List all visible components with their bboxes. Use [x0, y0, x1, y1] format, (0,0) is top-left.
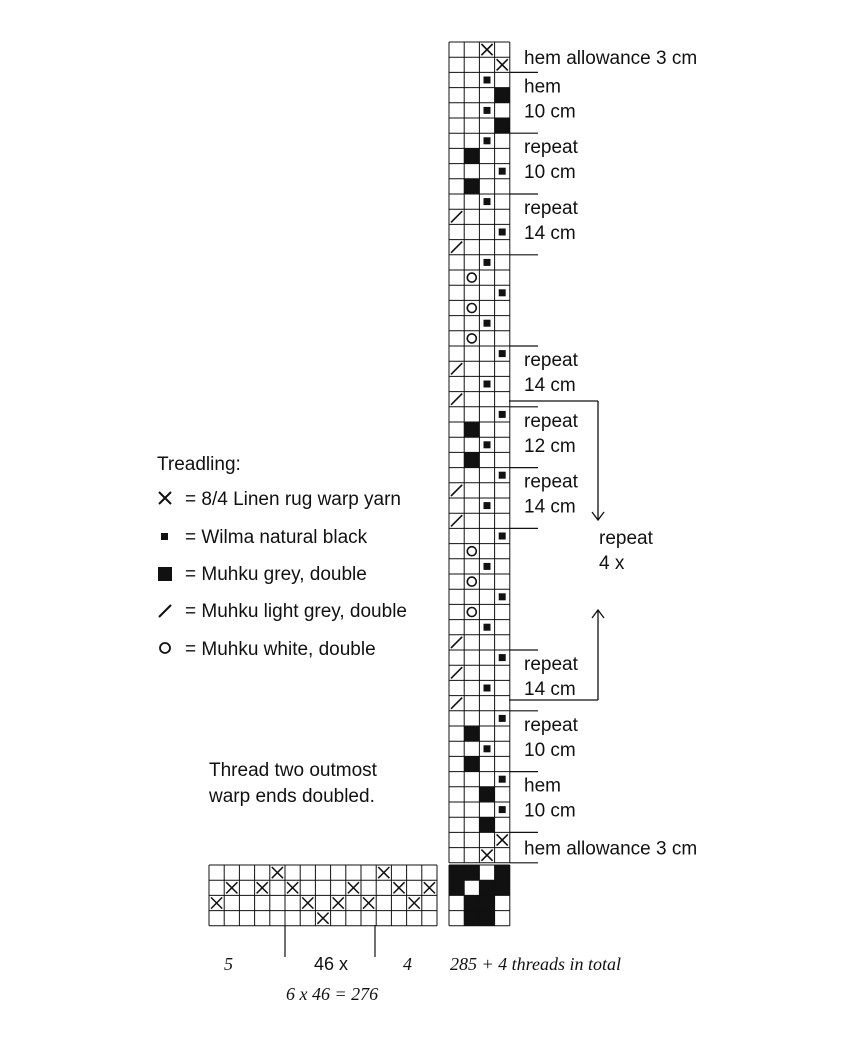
section-label: repeat: [524, 471, 578, 493]
cross-mark: [481, 44, 492, 55]
legend-item-grey: [158, 564, 367, 585]
tieup-filled-cell: [449, 865, 464, 880]
filled-square-icon: [158, 567, 172, 581]
section-label: repeat: [524, 714, 578, 736]
section-label: hem allowance 3 cm: [524, 48, 698, 70]
small-square-mark: [484, 381, 491, 388]
filled-square-mark: [464, 148, 479, 163]
section-label: repeat: [524, 137, 578, 159]
section-label: 10 cm: [524, 800, 576, 822]
cross-icon: [159, 492, 171, 504]
repeat-count: 4 x: [599, 553, 625, 574]
repeat-label: repeat: [599, 528, 653, 549]
section-label: 14 cm: [524, 375, 576, 396]
threading-calc: 6 x 46 = 276: [286, 984, 379, 1004]
circle-mark: [467, 608, 476, 617]
small-square-mark: [484, 745, 491, 752]
section-label: 14 cm: [524, 223, 576, 244]
threading-cross: [409, 897, 420, 908]
slash-mark: [451, 485, 462, 496]
small-square-mark: [499, 715, 506, 722]
section-label: hem: [524, 775, 561, 797]
small-square-mark: [484, 107, 491, 114]
tieup-filled-cell: [464, 911, 479, 926]
section-label: 10 cm: [524, 101, 576, 123]
circle-mark: [467, 273, 476, 282]
slash-mark: [451, 394, 462, 405]
legend-item-white: [160, 639, 376, 660]
legend-text-white: = Muhku white, double: [185, 639, 376, 660]
threading-right-count: 4: [403, 954, 412, 974]
threading-cross: [317, 913, 328, 924]
slash-icon: [159, 605, 171, 617]
tieup-grid: [449, 865, 510, 926]
section-label: 10 cm: [524, 739, 576, 761]
threading-cross: [272, 867, 283, 878]
tieup-filled-cell: [479, 880, 494, 895]
filled-square-mark: [464, 726, 479, 741]
circle-mark: [467, 334, 476, 343]
threading-cross: [287, 882, 298, 893]
slash-mark: [451, 698, 462, 709]
tieup-filled-cell: [449, 880, 464, 895]
filled-square-mark: [495, 118, 510, 133]
legend-item-lightgrey: [159, 601, 407, 622]
section-label: repeat: [524, 198, 578, 219]
threading-grid: [209, 865, 437, 926]
filled-square-mark: [464, 179, 479, 194]
small-square-mark: [499, 472, 506, 479]
small-square-mark: [484, 320, 491, 327]
threading-cross: [257, 882, 268, 893]
threading-cross: [302, 897, 313, 908]
tieup-filled-cell: [479, 895, 494, 910]
small-square-mark: [499, 776, 506, 783]
slash-mark: [451, 637, 462, 648]
note-line-1: Thread two outmost: [209, 760, 377, 781]
legend-item-linen: [159, 489, 401, 510]
threading-cross: [211, 897, 222, 908]
section-label: 14 cm: [524, 679, 576, 700]
threading-cross: [226, 882, 237, 893]
threading-left-count: 5: [224, 954, 233, 974]
small-square-mark: [484, 502, 491, 509]
slash-mark: [451, 515, 462, 526]
small-square-mark: [499, 533, 506, 540]
threading-repeat-count: 46 x: [314, 954, 349, 974]
circle-mark: [467, 547, 476, 556]
section-label: hem allowance 3 cm: [524, 838, 698, 860]
legend-text-linen: = 8/4 Linen rug warp yarn: [185, 489, 401, 510]
slash-mark: [451, 667, 462, 678]
slash-mark: [451, 242, 462, 253]
filled-square-mark: [479, 817, 494, 832]
small-square-mark: [499, 654, 506, 661]
filled-square-mark: [464, 422, 479, 437]
small-square-mark: [484, 624, 491, 631]
section-label: 10 cm: [524, 162, 576, 184]
tieup-filled-cell: [464, 865, 479, 880]
section-label: repeat: [524, 410, 578, 432]
small-square-mark: [499, 411, 506, 418]
legend-text-grey: = Muhku grey, double: [185, 564, 367, 585]
slash-mark: [451, 211, 462, 222]
threading-cross: [424, 882, 435, 893]
legend-item-wilma: [161, 527, 368, 548]
threading-cross: [348, 882, 359, 893]
small-square-mark: [499, 593, 506, 600]
small-square-mark: [484, 259, 491, 266]
threading-cross: [393, 882, 404, 893]
threading-note: [208, 760, 378, 807]
small-square-mark: [484, 563, 491, 570]
section-label: repeat: [524, 350, 578, 371]
tieup-filled-cell: [495, 880, 510, 895]
small-square-mark: [484, 441, 491, 448]
circle-icon: [160, 643, 170, 653]
small-square-mark: [484, 198, 491, 205]
threading-cross: [378, 867, 389, 878]
section-label: 12 cm: [524, 435, 576, 457]
small-square-mark: [499, 229, 506, 236]
cross-mark: [481, 850, 492, 861]
filled-square-mark: [479, 787, 494, 802]
small-square-mark: [499, 289, 506, 296]
threading-total: 285 + 4 threads in total: [450, 954, 621, 974]
section-labels: [510, 48, 697, 863]
tieup-filled-cell: [464, 895, 479, 910]
section-label: repeat: [524, 654, 578, 675]
threading-annotations: [224, 925, 621, 1004]
tieup-filled-cell: [479, 911, 494, 926]
legend-title: Treadling:: [157, 454, 241, 475]
filled-square-mark: [495, 88, 510, 103]
note-line-2: warp ends doubled.: [209, 786, 375, 807]
small-square-mark: [484, 77, 491, 84]
legend-text-lightgrey: = Muhku light grey, double: [185, 601, 407, 622]
section-label: hem: [524, 76, 561, 98]
threading-cross: [333, 897, 344, 908]
filled-square-mark: [464, 452, 479, 467]
legend: [157, 454, 407, 660]
threading-cross: [363, 897, 374, 908]
cross-mark: [497, 59, 508, 70]
small-square-mark: [484, 137, 491, 144]
slash-mark: [451, 363, 462, 374]
filled-square-mark: [464, 756, 479, 771]
small-square-mark: [499, 806, 506, 813]
small-square-mark: [499, 168, 506, 175]
small-square-mark: [484, 685, 491, 692]
section-label: 14 cm: [524, 496, 576, 518]
legend-text-wilma: = Wilma natural black: [185, 527, 368, 548]
small-square-icon: [161, 533, 168, 540]
circle-mark: [467, 577, 476, 586]
cross-mark: [497, 834, 508, 845]
circle-mark: [467, 304, 476, 313]
small-square-mark: [499, 350, 506, 357]
tieup-filled-cell: [495, 865, 510, 880]
